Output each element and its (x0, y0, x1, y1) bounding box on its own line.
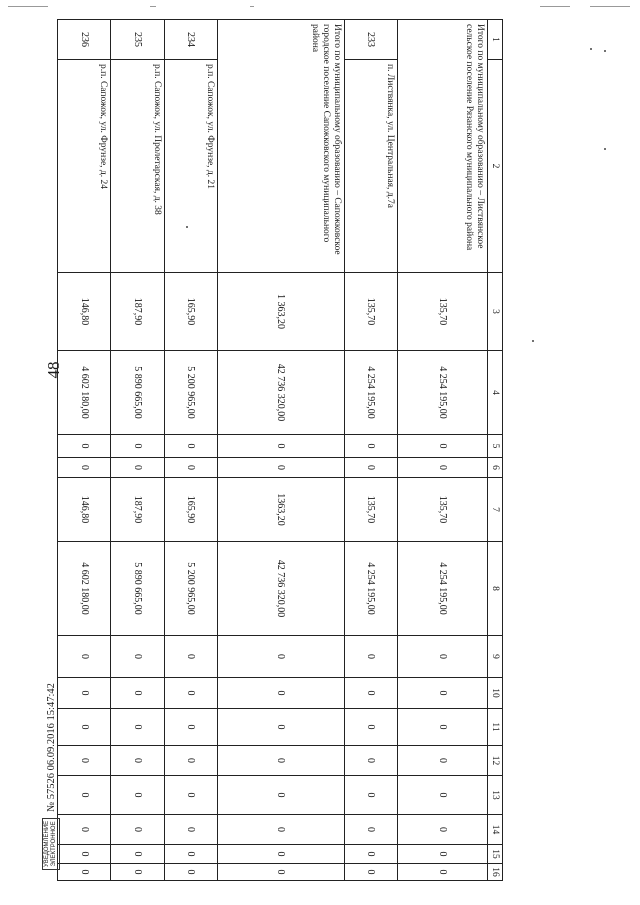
cell: 0 (111, 746, 164, 776)
cell: 0 (58, 864, 111, 881)
cell: 0 (58, 845, 111, 864)
stamp-line: УВЕДОМЛЕНИЕ (44, 820, 50, 867)
cell-area: 187,90 (111, 273, 164, 351)
cell: 0 (58, 815, 111, 845)
cell: 0 (398, 746, 488, 776)
cell-cost: 5 890 665,00 (111, 542, 164, 636)
table-row-subtotal (398, 20, 488, 881)
cell: 0 (218, 678, 345, 709)
cell: 0 (398, 678, 488, 709)
cell: 0 (164, 864, 217, 881)
cell-area: 1363,20 (218, 478, 345, 542)
cell: 0 (344, 815, 397, 845)
scan-top-edge (0, 4, 640, 12)
cell-area: 135,70 (344, 273, 397, 351)
cell: 0 (398, 636, 488, 678)
column-header: 3 (488, 273, 503, 351)
cell: 0 (164, 845, 217, 864)
cell: 0 (344, 636, 397, 678)
table-row (111, 20, 164, 881)
cell: 0 (111, 636, 164, 678)
cell: 0 (164, 435, 217, 458)
page-number: 48 (44, 361, 63, 379)
cell: 0 (218, 458, 345, 478)
row-name: Итого по муниципальному образованию – Сапожковское городское поселение Сапожковского муниципального района (218, 20, 345, 273)
data-table (57, 19, 503, 881)
cell: 0 (398, 864, 488, 881)
cell: 0 (344, 776, 397, 815)
row-name: р.п. Сапожок, ул. Фрунзе, д. 24 (58, 60, 111, 273)
cell: 0 (58, 458, 111, 478)
row-name: р.п. Сапожок, ул. Фрунзе, д. 21 (164, 60, 217, 273)
cell: 0 (344, 746, 397, 776)
cell-cost: 4 254 195,00 (344, 542, 397, 636)
cell: 0 (398, 815, 488, 845)
cell-area: 165,90 (164, 273, 217, 351)
row-name: п. Листвянка, ул. Центральная, д.7а (344, 60, 397, 273)
cell: 0 (164, 746, 217, 776)
cell: 0 (111, 776, 164, 815)
cell: 0 (398, 458, 488, 478)
cell: 0 (398, 776, 488, 815)
table-row (164, 20, 217, 881)
header-row (488, 20, 503, 881)
column-header: 6 (488, 458, 503, 478)
cell: 0 (218, 776, 345, 815)
cell: 0 (58, 746, 111, 776)
cell-cost: 4 602 180,00 (58, 542, 111, 636)
cell: 0 (58, 678, 111, 709)
column-header: 15 (488, 845, 503, 864)
cell: 0 (344, 845, 397, 864)
cell: 0 (111, 678, 164, 709)
cell-area: 135,70 (398, 273, 488, 351)
cell-cost: 42 736 320,00 (218, 351, 345, 435)
cell: 0 (218, 815, 345, 845)
table-row (58, 20, 111, 881)
cell: 0 (58, 636, 111, 678)
electronic-stamp-badge (42, 818, 60, 870)
cell: 0 (58, 776, 111, 815)
cell: 0 (111, 845, 164, 864)
column-header: 7 (488, 478, 503, 542)
cell: 0 (164, 815, 217, 845)
cell-cost: 4 254 195,00 (344, 351, 397, 435)
cell-cost: 42 736 320,00 (218, 542, 345, 636)
cell: 0 (344, 678, 397, 709)
cell-cost: 4 254 195,00 (398, 351, 488, 435)
cell-area: 187,90 (111, 478, 164, 542)
stamp-line: ЭЛЕКТРОННОЕ (51, 821, 57, 867)
cell-cost: 5 200 965,00 (164, 542, 217, 636)
cell: 0 (344, 864, 397, 881)
cell: 0 (344, 458, 397, 478)
cell: 0 (344, 435, 397, 458)
cell: 0 (218, 845, 345, 864)
cell: 0 (398, 845, 488, 864)
column-header: 12 (488, 746, 503, 776)
column-header: 16 (488, 864, 503, 881)
footer-stamp (42, 530, 60, 870)
cell-area: 135,70 (398, 478, 488, 542)
row-name: р.п. Сапожок, ул. Пролетарская, д. 38 (111, 60, 164, 273)
row-number: 233 (344, 20, 397, 60)
row-name: Итого по муниципальному образованию – Листвянское сельское поселение Рязанского муниципального района (398, 20, 488, 273)
cell-cost: 5 890 665,00 (111, 351, 164, 435)
cell: 0 (111, 458, 164, 478)
cell-area: 165,90 (164, 478, 217, 542)
cell: 0 (218, 864, 345, 881)
cell: 0 (218, 435, 345, 458)
cell-cost: 4 254 195,00 (398, 542, 488, 636)
row-number: 235 (111, 20, 164, 60)
cell: 0 (218, 636, 345, 678)
cell: 0 (398, 709, 488, 746)
column-header: 4 (488, 351, 503, 435)
cell: 0 (164, 678, 217, 709)
cell-area: 135,70 (344, 478, 397, 542)
table-row (344, 20, 397, 881)
column-header: 13 (488, 776, 503, 815)
cell: 0 (111, 864, 164, 881)
column-header: 5 (488, 435, 503, 458)
cell: 0 (344, 709, 397, 746)
cell: 0 (58, 435, 111, 458)
cell: 0 (111, 815, 164, 845)
cell-cost: 4 602 180,00 (58, 351, 111, 435)
cell: 0 (164, 776, 217, 815)
cell: 0 (111, 435, 164, 458)
cell: 0 (164, 709, 217, 746)
column-header: 14 (488, 815, 503, 845)
cell-area: 1 363,20 (218, 273, 345, 351)
column-header: 8 (488, 542, 503, 636)
cell: 0 (111, 709, 164, 746)
column-header: 9 (488, 636, 503, 678)
column-header: 11 (488, 709, 503, 746)
cell-area: 146,80 (58, 478, 111, 542)
cell: 0 (58, 709, 111, 746)
cell: 0 (164, 458, 217, 478)
cell: 0 (218, 709, 345, 746)
column-header: 2 (488, 60, 503, 273)
column-header: 10 (488, 678, 503, 709)
cell: 0 (398, 435, 488, 458)
rotated-table-wrapper (57, 19, 503, 877)
column-header: 1 (488, 20, 503, 60)
cell-cost: 5 200 965,00 (164, 351, 217, 435)
cell: 0 (218, 746, 345, 776)
row-number: 234 (164, 20, 217, 60)
cell: 0 (164, 636, 217, 678)
row-number: 236 (58, 20, 111, 60)
table-row-subtotal (218, 20, 345, 881)
cell-area: 146,80 (58, 273, 111, 351)
registration-number: № 57526 06.09.2016 15:47:42 (45, 683, 57, 812)
